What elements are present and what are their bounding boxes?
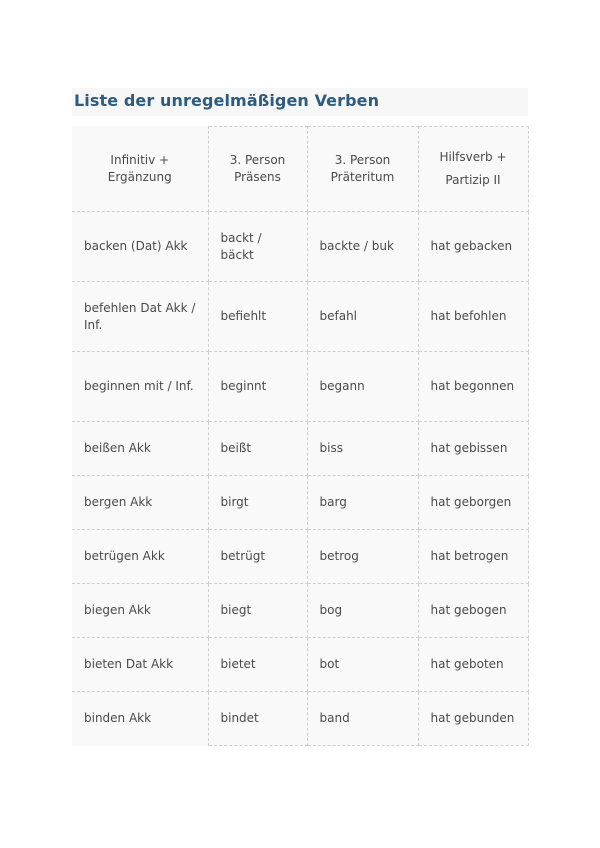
title-bar <box>72 88 528 116</box>
cell-infinitiv: bergen Akk <box>72 476 208 530</box>
cell-praesens: backt / bäckt <box>208 212 307 282</box>
cell-praeteritum: band <box>307 692 418 746</box>
table-row <box>72 638 528 692</box>
cell-infinitiv: backen (Dat) Akk <box>72 212 208 282</box>
cell-infinitiv: bieten Dat Akk <box>72 638 208 692</box>
header-partizip-line1: Hilfsverb + <box>439 150 507 164</box>
table-row <box>72 282 528 352</box>
cell-praeteritum: biss <box>307 422 418 476</box>
header-praeteritum-line2: Präteritum <box>330 170 395 184</box>
cell-praesens: befiehlt <box>208 282 307 352</box>
table-row <box>72 476 528 530</box>
cell-infinitiv: biegen Akk <box>72 584 208 638</box>
cell-partizip: hat geboten <box>418 638 528 692</box>
cell-partizip: hat gebogen <box>418 584 528 638</box>
cell-praeteritum: barg <box>307 476 418 530</box>
cell-praeteritum: bot <box>307 638 418 692</box>
header-partizip <box>418 127 528 212</box>
cell-praesens: biegt <box>208 584 307 638</box>
cell-praeteritum: befahl <box>307 282 418 352</box>
cell-praesens: bietet <box>208 638 307 692</box>
table-row <box>72 422 528 476</box>
cell-praeteritum: betrog <box>307 530 418 584</box>
cell-praeteritum: bog <box>307 584 418 638</box>
table-row <box>72 530 528 584</box>
header-praeteritum-line1: 3. Person <box>334 153 391 167</box>
table-header-row <box>72 127 528 212</box>
cell-praesens: beginnt <box>208 352 307 422</box>
cell-infinitiv: befehlen Dat Akk / Inf. <box>72 282 208 352</box>
header-partizip-line2: Partizip II <box>445 173 501 187</box>
verb-table <box>72 126 529 746</box>
cell-praesens: beißt <box>208 422 307 476</box>
header-praesens-line1: 3. Person <box>229 153 286 167</box>
header-infinitiv <box>72 127 208 212</box>
cell-praesens: betrügt <box>208 530 307 584</box>
cell-partizip: hat gebunden <box>418 692 528 746</box>
table-row <box>72 584 528 638</box>
cell-praeteritum: backte / buk <box>307 212 418 282</box>
cell-partizip: hat gebacken <box>418 212 528 282</box>
cell-partizip: hat begonnen <box>418 352 528 422</box>
table-row <box>72 212 528 282</box>
header-praesens <box>208 127 307 212</box>
cell-infinitiv: betrügen Akk <box>72 530 208 584</box>
cell-partizip: hat betrogen <box>418 530 528 584</box>
table-row <box>72 352 528 422</box>
cell-praesens: birgt <box>208 476 307 530</box>
header-praesens-line2: Präsens <box>234 170 281 184</box>
header-infinitiv-line1: Infinitiv + <box>110 152 170 167</box>
cell-infinitiv: beginnen mit / Inf. <box>72 352 208 422</box>
cell-infinitiv: binden Akk <box>72 692 208 746</box>
page-title: Liste der unregelmäßigen Verben <box>74 91 380 110</box>
cell-partizip: hat befohlen <box>418 282 528 352</box>
table-row <box>72 692 528 746</box>
cell-infinitiv: beißen Akk <box>72 422 208 476</box>
cell-praeteritum: begann <box>307 352 418 422</box>
header-praeteritum <box>307 127 418 212</box>
cell-partizip: hat gebissen <box>418 422 528 476</box>
cell-praesens: bindet <box>208 692 307 746</box>
header-infinitiv-line2: Ergänzung <box>107 169 172 184</box>
cell-partizip: hat geborgen <box>418 476 528 530</box>
